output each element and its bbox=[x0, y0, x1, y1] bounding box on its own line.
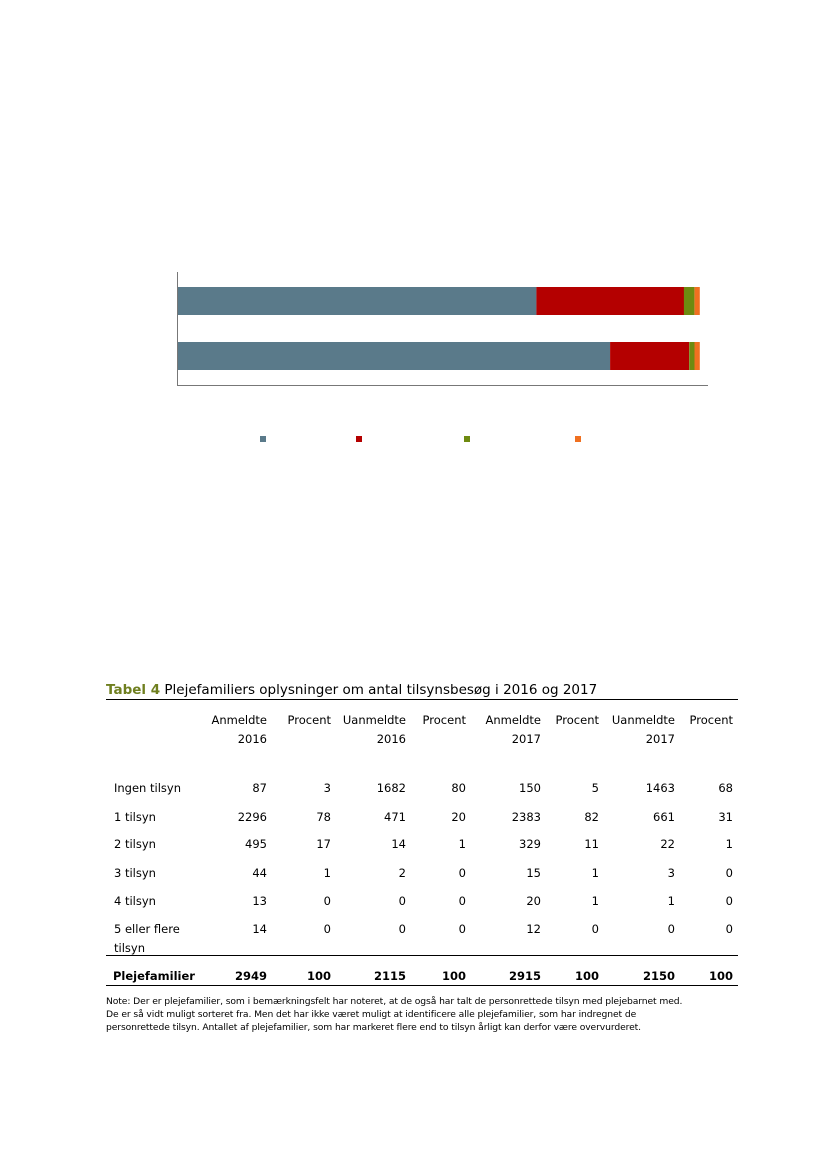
table-label: Tabel 4 bbox=[106, 682, 161, 698]
total-cell: 100 bbox=[574, 969, 599, 983]
table-cell: 2296 bbox=[237, 810, 267, 824]
table-cell: 1 bbox=[667, 894, 675, 908]
table-cell: 78 bbox=[316, 810, 331, 824]
table-cell: 0 bbox=[725, 866, 733, 880]
stacked-bar-chart bbox=[0, 0, 827, 470]
table-cell: 0 bbox=[398, 894, 406, 908]
table-cell: 31 bbox=[718, 810, 733, 824]
table-note bbox=[106, 995, 746, 1034]
row-label: 4 tilsyn bbox=[114, 894, 156, 908]
note-line: personrettede tilsyn. Antallet af plejefamilier, som har markeret flere end to tilsyn årligt kan derfor være overvurderet. bbox=[106, 1022, 642, 1033]
table-cell: 1463 bbox=[645, 781, 675, 795]
bar-segment-1-2 bbox=[536, 287, 684, 315]
table-cell: 0 bbox=[398, 922, 406, 936]
table-cell: 13 bbox=[252, 894, 267, 908]
bar-segment-2-4 bbox=[695, 342, 700, 370]
table-cell: 82 bbox=[584, 810, 599, 824]
table-cell: 11 bbox=[584, 837, 599, 851]
column-header: Procent bbox=[689, 713, 733, 727]
total-top-rule bbox=[106, 955, 738, 956]
total-cell: 2949 bbox=[234, 969, 267, 983]
legend-marker-series-4 bbox=[575, 436, 581, 442]
table-cell: 80 bbox=[451, 781, 466, 795]
table-cell: 1 bbox=[725, 837, 733, 851]
table-cell: 1 bbox=[591, 866, 599, 880]
total-label: Plejefamilier bbox=[113, 969, 195, 983]
table-cell: 14 bbox=[252, 922, 267, 936]
table-caption: Plejefamiliers oplysninger om antal tilsynsbesøg i 2016 og 2017 bbox=[160, 682, 598, 698]
table-cell: 0 bbox=[458, 922, 466, 936]
column-header: Procent bbox=[287, 713, 331, 727]
table-cell: 0 bbox=[458, 894, 466, 908]
total-cell: 2150 bbox=[642, 969, 675, 983]
bar-segment-2-3 bbox=[689, 342, 694, 370]
table-cell: 1 bbox=[591, 894, 599, 908]
table-cell: 0 bbox=[323, 894, 331, 908]
table-cell: 17 bbox=[316, 837, 331, 851]
legend-marker-series-3 bbox=[464, 436, 470, 442]
total-cell: 2915 bbox=[508, 969, 541, 983]
table-cell: 20 bbox=[526, 894, 541, 908]
table-cell: 44 bbox=[252, 866, 267, 880]
note-line: De er så vidt muligt sorteret fra. Men det har ikke været muligt at identificere alle plejefamilier, som har indregnet de bbox=[106, 1009, 637, 1020]
table-cell: 1682 bbox=[376, 781, 406, 795]
column-header: Anmeldte 2017 bbox=[485, 713, 541, 746]
table-cell: 12 bbox=[526, 922, 541, 936]
row-label: 3 tilsyn bbox=[114, 866, 156, 880]
table-cell: 5 bbox=[591, 781, 599, 795]
table-cell: 329 bbox=[519, 837, 541, 851]
table-cell: 0 bbox=[458, 866, 466, 880]
table-cell: 15 bbox=[526, 866, 541, 880]
table-cell: 1 bbox=[458, 837, 466, 851]
table-cell: 471 bbox=[384, 810, 406, 824]
total-bottom-rule bbox=[106, 985, 738, 986]
table-cell: 661 bbox=[653, 810, 675, 824]
column-header: Procent bbox=[555, 713, 599, 727]
table-cell: 2 bbox=[398, 866, 406, 880]
row-label: 5 eller flere tilsyn bbox=[114, 922, 180, 955]
total-cell: 100 bbox=[708, 969, 733, 983]
table-cell: 1 bbox=[323, 866, 331, 880]
row-label: 1 tilsyn bbox=[114, 810, 156, 824]
table-cell: 14 bbox=[391, 837, 406, 851]
table-cell: 2383 bbox=[511, 810, 541, 824]
table-cell: 20 bbox=[451, 810, 466, 824]
note-line: Note: Der er plejefamilier, som i bemærkningsfelt har noteret, at de også har talt de personrettede tilsyn med plejebarnet med. bbox=[106, 996, 683, 1007]
bar-segment-1-4 bbox=[695, 287, 700, 315]
total-cell: 100 bbox=[306, 969, 331, 983]
row-label: Ingen tilsyn bbox=[114, 781, 181, 795]
table-cell: 87 bbox=[252, 781, 267, 795]
bar-segment-2-1 bbox=[178, 342, 610, 370]
legend-marker-series-2 bbox=[356, 436, 362, 442]
column-header: Uanmeldte 2016 bbox=[342, 713, 406, 746]
bar-segment-1-3 bbox=[684, 287, 695, 315]
table-cell: 3 bbox=[323, 781, 331, 795]
table-cell: 22 bbox=[660, 837, 675, 851]
table-cell: 0 bbox=[725, 922, 733, 936]
table-cell: 0 bbox=[591, 922, 599, 936]
table-title bbox=[106, 682, 738, 700]
total-cell: 2115 bbox=[373, 969, 406, 983]
column-header: Anmeldte 2016 bbox=[211, 713, 267, 746]
total-cell: 100 bbox=[441, 969, 466, 983]
table-cell: 495 bbox=[245, 837, 267, 851]
table-cell: 68 bbox=[718, 781, 733, 795]
table-cell: 3 bbox=[667, 866, 675, 880]
legend-marker-series-1 bbox=[260, 436, 266, 442]
table-cell: 0 bbox=[725, 894, 733, 908]
bar-segment-2-2 bbox=[610, 342, 689, 370]
table-cell: 150 bbox=[519, 781, 541, 795]
column-header: Uanmeldte 2017 bbox=[611, 713, 675, 746]
column-header: Procent bbox=[422, 713, 466, 727]
row-label: 2 tilsyn bbox=[114, 837, 156, 851]
table-cell: 0 bbox=[667, 922, 675, 936]
bar-segment-1-1 bbox=[178, 287, 536, 315]
table-cell: 0 bbox=[323, 922, 331, 936]
